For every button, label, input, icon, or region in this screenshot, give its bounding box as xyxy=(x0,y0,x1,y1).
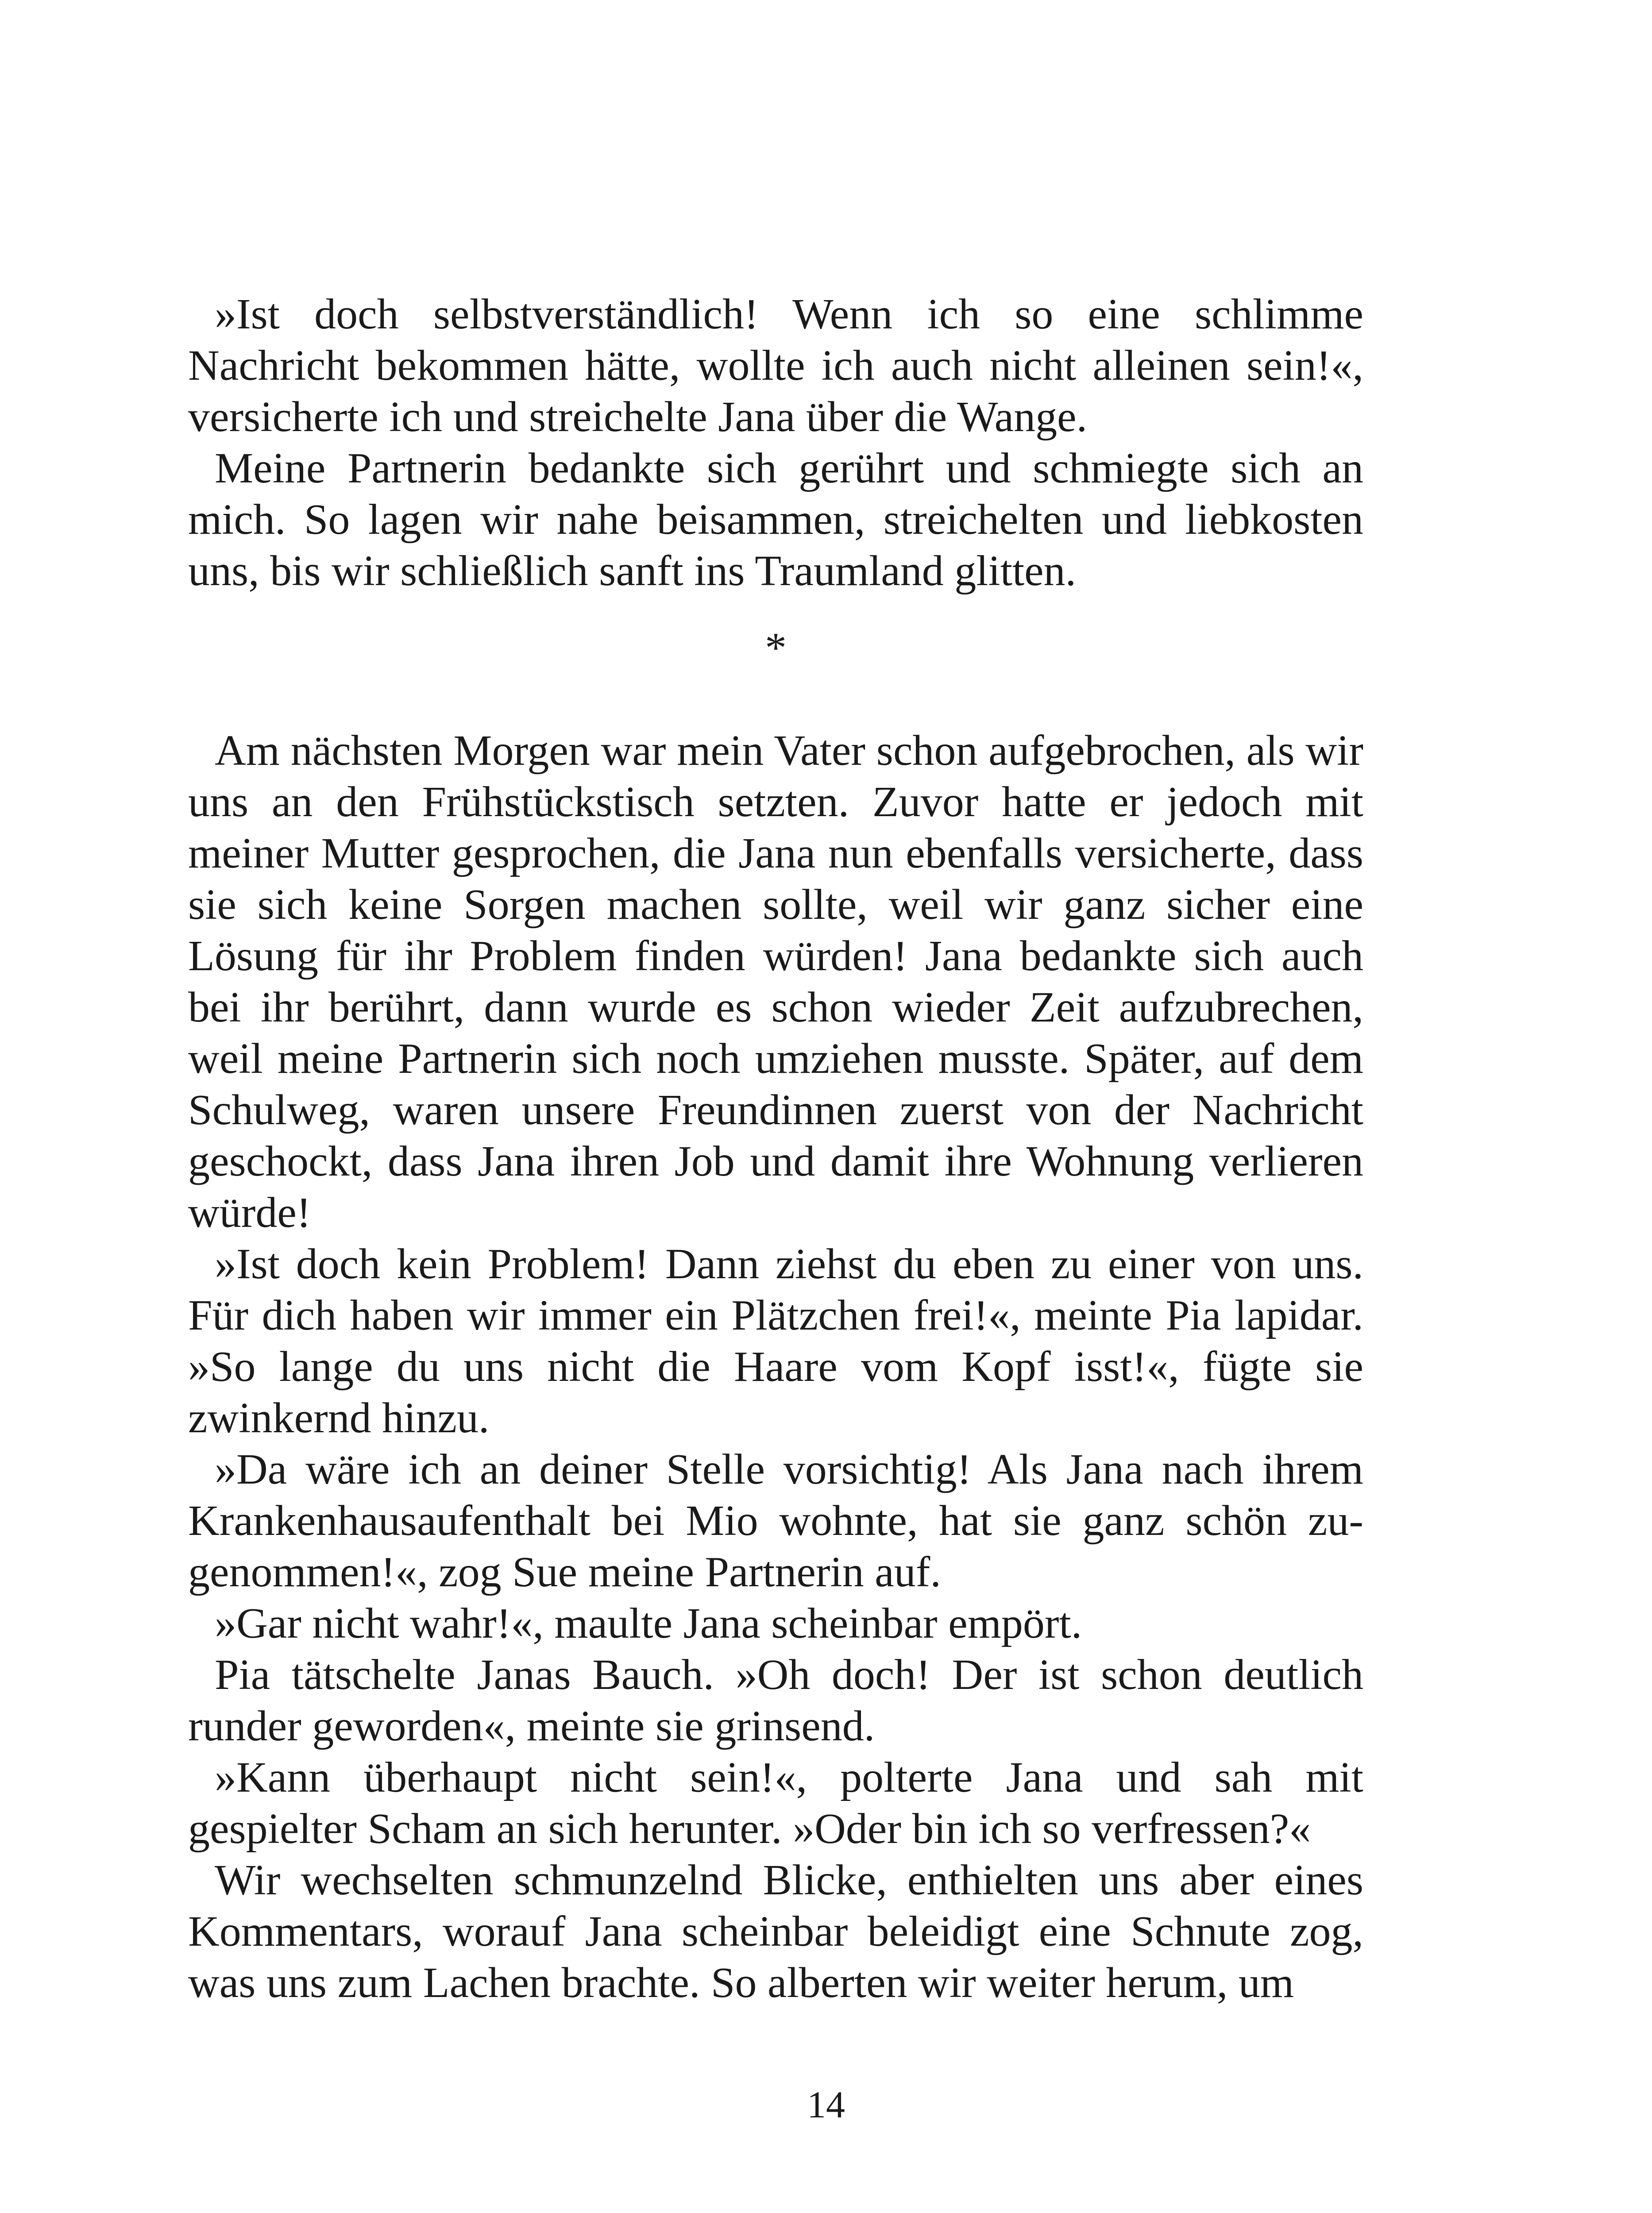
paragraph: »Kann überhaupt nicht sein!«, polterte Jana und sah mit gespielter Scham an sich herunter. »Oder bin ich so verfressen?« xyxy=(188,1754,1363,1853)
paragraph: Pia tätschelte Janas Bauch. »Oh doch! Der ist schon deutlich runder geworden«, meinte sie grinsend. xyxy=(188,1651,1363,1750)
paragraph: »Da wäre ich an deiner Stelle vorsichtig! Als Jana nach ihrem Krankenhausaufenthalt bei Mio wohnte, hat sie ganz schön zugenommen!«, zog Sue meine Partnerin auf. xyxy=(188,1446,1363,1596)
body-text xyxy=(188,289,1363,2009)
paragraph: Meine Partnerin bedankte sich gerührt und schmiegte sich an mich. So lagen wir nahe beisammen, streichelten und liebkosten uns, bis wir schließlich sanft ins Traumland glitten. xyxy=(188,444,1363,595)
paragraph: Am nächsten Morgen war mein Vater schon aufgebrochen, als wir uns an den Frühstückstisch setzten. Zuvor hatte er jedoch mit meiner Mutter gesprochen, die Jana nun ebenfalls versicherte, dass sie sich keine Sorgen machen sollte, weil wir ganz sicher eine Lösung für ihr Problem finden würden! Jana bedankte sich auch bei ihr berührt, dann wurde es schon wieder Zeit aufzubrechen, weil meine Partnerin sich noch umziehen musste. Später, auf dem Schulweg, waren unsere Freundinnen zuerst von der Nachricht geschockt, dass Jana ihren Job und damit ihre Wohnung verlieren würde! xyxy=(188,727,1363,1237)
paragraph: »Ist doch kein Problem! Dann ziehst du eben zu einer von uns. Für dich haben wir immer ein Plätzchen frei!«, meinte Pia lapidar. »So lange du uns nicht die Haare vom Kopf isst!«, fügte sie zwinkernd hinzu. xyxy=(188,1240,1363,1442)
scene-break-asterisk: * xyxy=(765,624,787,672)
paragraph: »Gar nicht wahr!«, maulte Jana scheinbar empört. xyxy=(215,1600,1082,1647)
paragraph: Wir wechselten schmunzelnd Blicke, enthielten uns aber eines Kommentars, worauf Jana scheinbar beleidigt eine Schnute zog, was uns zum Lachen brachte. So alberten wir weiter herum, um xyxy=(188,1856,1363,2007)
page-number: 14 xyxy=(807,2083,845,2126)
paragraph: »Ist doch selbstverständlich! Wenn ich so eine schlimme Nachricht bekommen hätte, wollte ich auch nicht alleinen sein!«, versicherte ich und streichelte Jana über die Wange. xyxy=(188,290,1363,441)
